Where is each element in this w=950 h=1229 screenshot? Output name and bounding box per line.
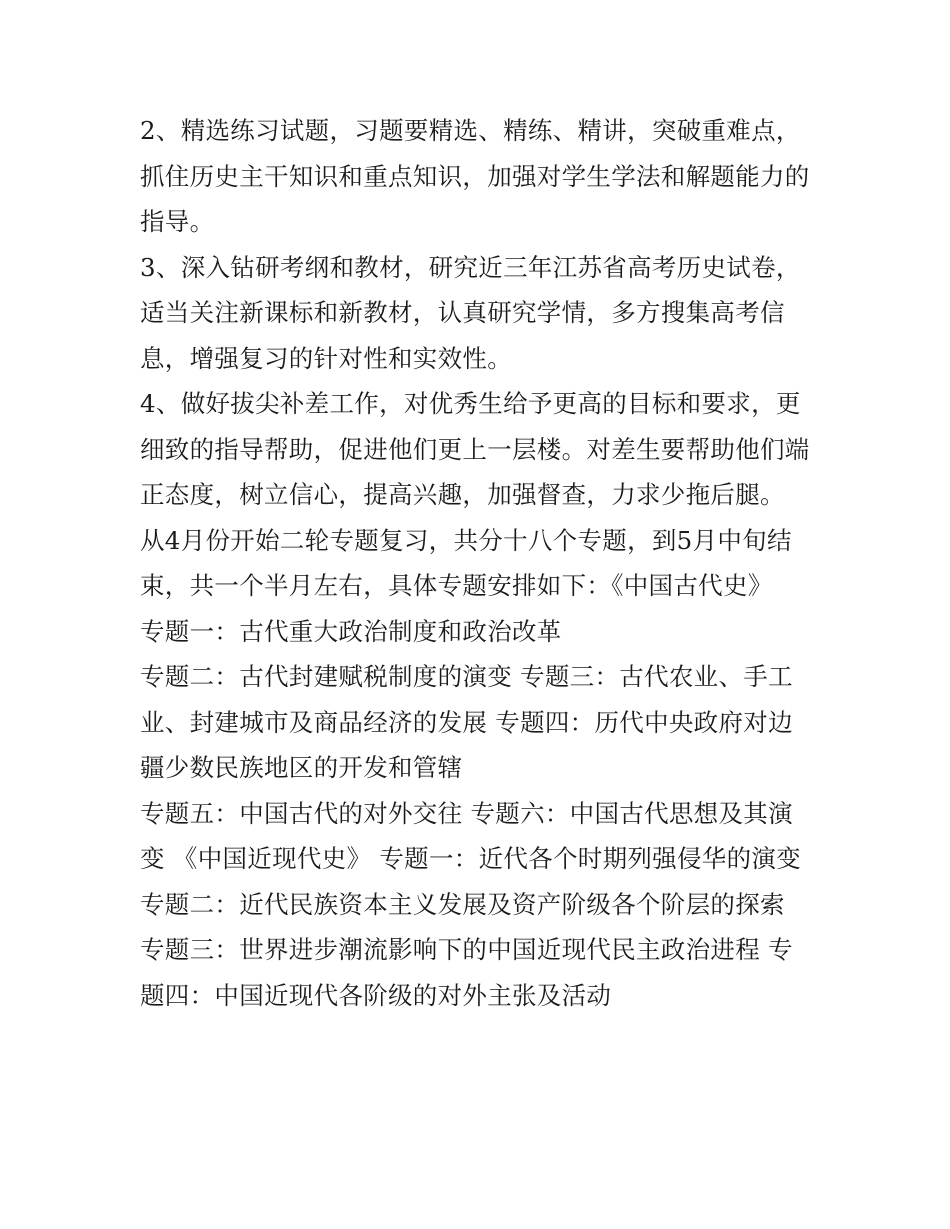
text-line: 疆少数民族地区的开发和管辖 — [140, 753, 463, 782]
text-line: 专题五：中国古代的对外交往 专题六：中国古代思想及其演 — [140, 798, 793, 828]
text-line: 题四：中国近现代各阶级的对外主张及活动 — [140, 980, 612, 1010]
text-line: 专题三：世界进步潮流影响下的中国近现代民主政治进程 专 — [140, 935, 793, 964]
text-line: 变 《中国近现代史》 专题一：近代各个时期列强侵华的演变 — [140, 844, 801, 873]
text-line: 适当关注新课标和新教材，认真研究学情，多方搜集高考信 — [140, 298, 785, 327]
text-line: 抓住历史主干知识和重点知识，加强对学生学法和解题能力的 — [140, 161, 810, 191]
text-line: 细致的指导帮助，促进他们更上一层楼。对差生要帮助他们端 — [140, 434, 810, 464]
text-line: 息，增强复习的针对性和实效性。 — [140, 343, 512, 373]
text-line: 指导。 — [140, 207, 215, 236]
text-line: 3、深入钻研考纲和教材，研究近三年江苏省高考历史试卷， — [140, 252, 801, 282]
text-line: 专题二：古代封建赋税制度的演变 专题三：古代农业、手工 — [140, 662, 793, 691]
text-line: 专题一：古代重大政治制度和政治改革 — [140, 616, 562, 646]
text-line: 从4月份开始二轮专题复习，共分十八个专题，到5月中旬结 — [140, 525, 792, 555]
text-line: 专题二：近代民族资本主义发展及资产阶级各个阶层的探索 — [140, 889, 785, 919]
text-line: 2、精选练习试题，习题要精选、精练、精讲，突破重难点， — [140, 116, 801, 145]
text-line: 正态度，树立信心，提高兴趣，加强督查，力求少拖后腿。 — [140, 480, 785, 509]
text-line: 业、封建城市及商品经济的发展 专题四：历代中央政府对边 — [140, 707, 793, 737]
text-line: 束，共一个半月左右，具体专题安排如下：《中国古代史》 — [140, 571, 773, 600]
document-body — [140, 108, 820, 1018]
text-line: 4、做好拔尖补差工作，对优秀生给予更高的目标和要求，更 — [140, 389, 801, 418]
